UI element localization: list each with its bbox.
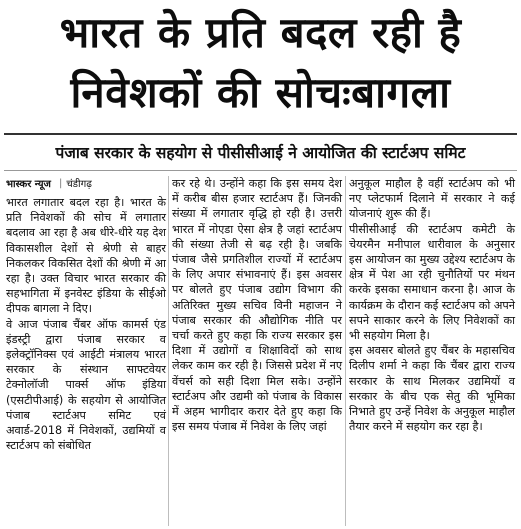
column-divider [168,176,169,526]
paragraph: अनुकूल माहौल है वहीं स्टार्टअप को भी नए प्लेटफार्म दिलाने में सरकार ने कई योजनाएं शुरू की हैं। [349,177,515,221]
headline [8,2,513,122]
paragraph: भारत लगातार बदल रहा है। भारत के प्रति निवेशकों की सोच में लगातार बदलाव आ रहा है अब धीरे-धीरे यह देश विकासशील देशों से श्रेणी से बाहर निकलकर विकसित देशों की श्रेणी में आ रहा है। उक्त विचार भारत सरकार की सहभागिता में इनवेस्ट इंडिया के सीईओ दीपक बागला ने दिए। [6,196,166,316]
paragraph: कर रहे थे। उन्होंने कहा कि इस समय देश में करीब बीस हजार स्टार्टअप हैं। जिनकी संख्या में लगातार वृद्धि हो रही है। उत्तरी भारत में नोएडा ऐसा क्षेत्र है जहां स्टार्टअप की संख्या तेजी से बढ़ रही है। जबकि पंजाब जैसे प्रगतिशील राज्यों में स्टार्टअप के लिए अपार संभावनाएं हैं। इस अवसर पर बोलते हुए पंजाब उद्योग विभाग की अतिरिक्त मुख्य सचिव विनी महाजन ने पंजाब सरकार की औद्योगिक नीति पर चर्चा करते हुए कहा कि राज्य सरकार इस दिशा में उद्योगों व शिक्षाविदों को साथ लेकर काम कर रही है। जिससे प्रदेश में नए वेंचर्स को सही दिशा मिल सके। उन्होंने स्टार्टअप और उद्यमी को पंजाब के विकास में अहम भागीदार करार देते हुए कहा कि इस समय पंजाब में निवेश के लिए जहां [172,177,342,434]
dateline-separator: | [58,177,63,189]
paragraph: पीसीसीआई की स्टार्टअप कमेटी के चेयरमैन मनीपाल धारीवाल के अनुसार इस आयोजन का मुख्य उद्देश्य स्टार्टअप के क्षेत्र में पेश आ रही चुनौतियों पर मंथन करके इसका समाधान करना है। आज के कार्यक्रम के दौरान कई स्टार्टअप को अपने सपने साकार करने के लिए निवेशकों का भी सहयोग मिला है। [349,222,515,343]
subheadline: पंजाब सरकार के सहयोग से पीसीसीआई ने आयोजित की स्टार्टअप समिट [4,133,517,171]
column-divider [345,176,346,526]
article-column-2 [172,176,342,434]
article-column-3 [349,176,515,434]
article-column-1 [6,195,166,453]
paragraph: इस अवसर बोलते हुए चैंबर के महासचिव दिलीप शर्मा ने कहा कि चैंबर द्वारा राज्य सरकार के साथ मिलकर उद्यमियों व सरकार के बीच एक सेतु की भूमिका निभाते हुए उन्हें निवेश के अनुकूल माहौल तैयार करने में सहयोग कर रहा है। [349,344,515,434]
dateline-agency: भास्कर न्यूज [6,179,51,190]
headline-line-1: भारत के प्रति बदल रही है [59,8,462,57]
dateline-city: चंडीगढ़ [66,179,92,190]
dateline [6,174,166,192]
paragraph: वे आज पंजाब चैंबर ऑफ कामर्स एंड इंडस्ट्री द्वारा पंजाब सरकार व इलेक्ट्रॉनिक्स एवं आईटी मंत्रालय भारत सरकार के संस्थान साफ्टवेयर टेक्नोलॉजी पार्क्स ऑफ इंडिया (एसटीपीआई) के सहयोग से आयोजित पंजाब स्टार्टअप समिट एवं अवार्ड-2018 में निवेशकों, उद्यमियों व स्टार्टअप को संबोधित [6,317,166,453]
headline-line-2: निवेशकों की सोचःबागला [70,68,451,117]
